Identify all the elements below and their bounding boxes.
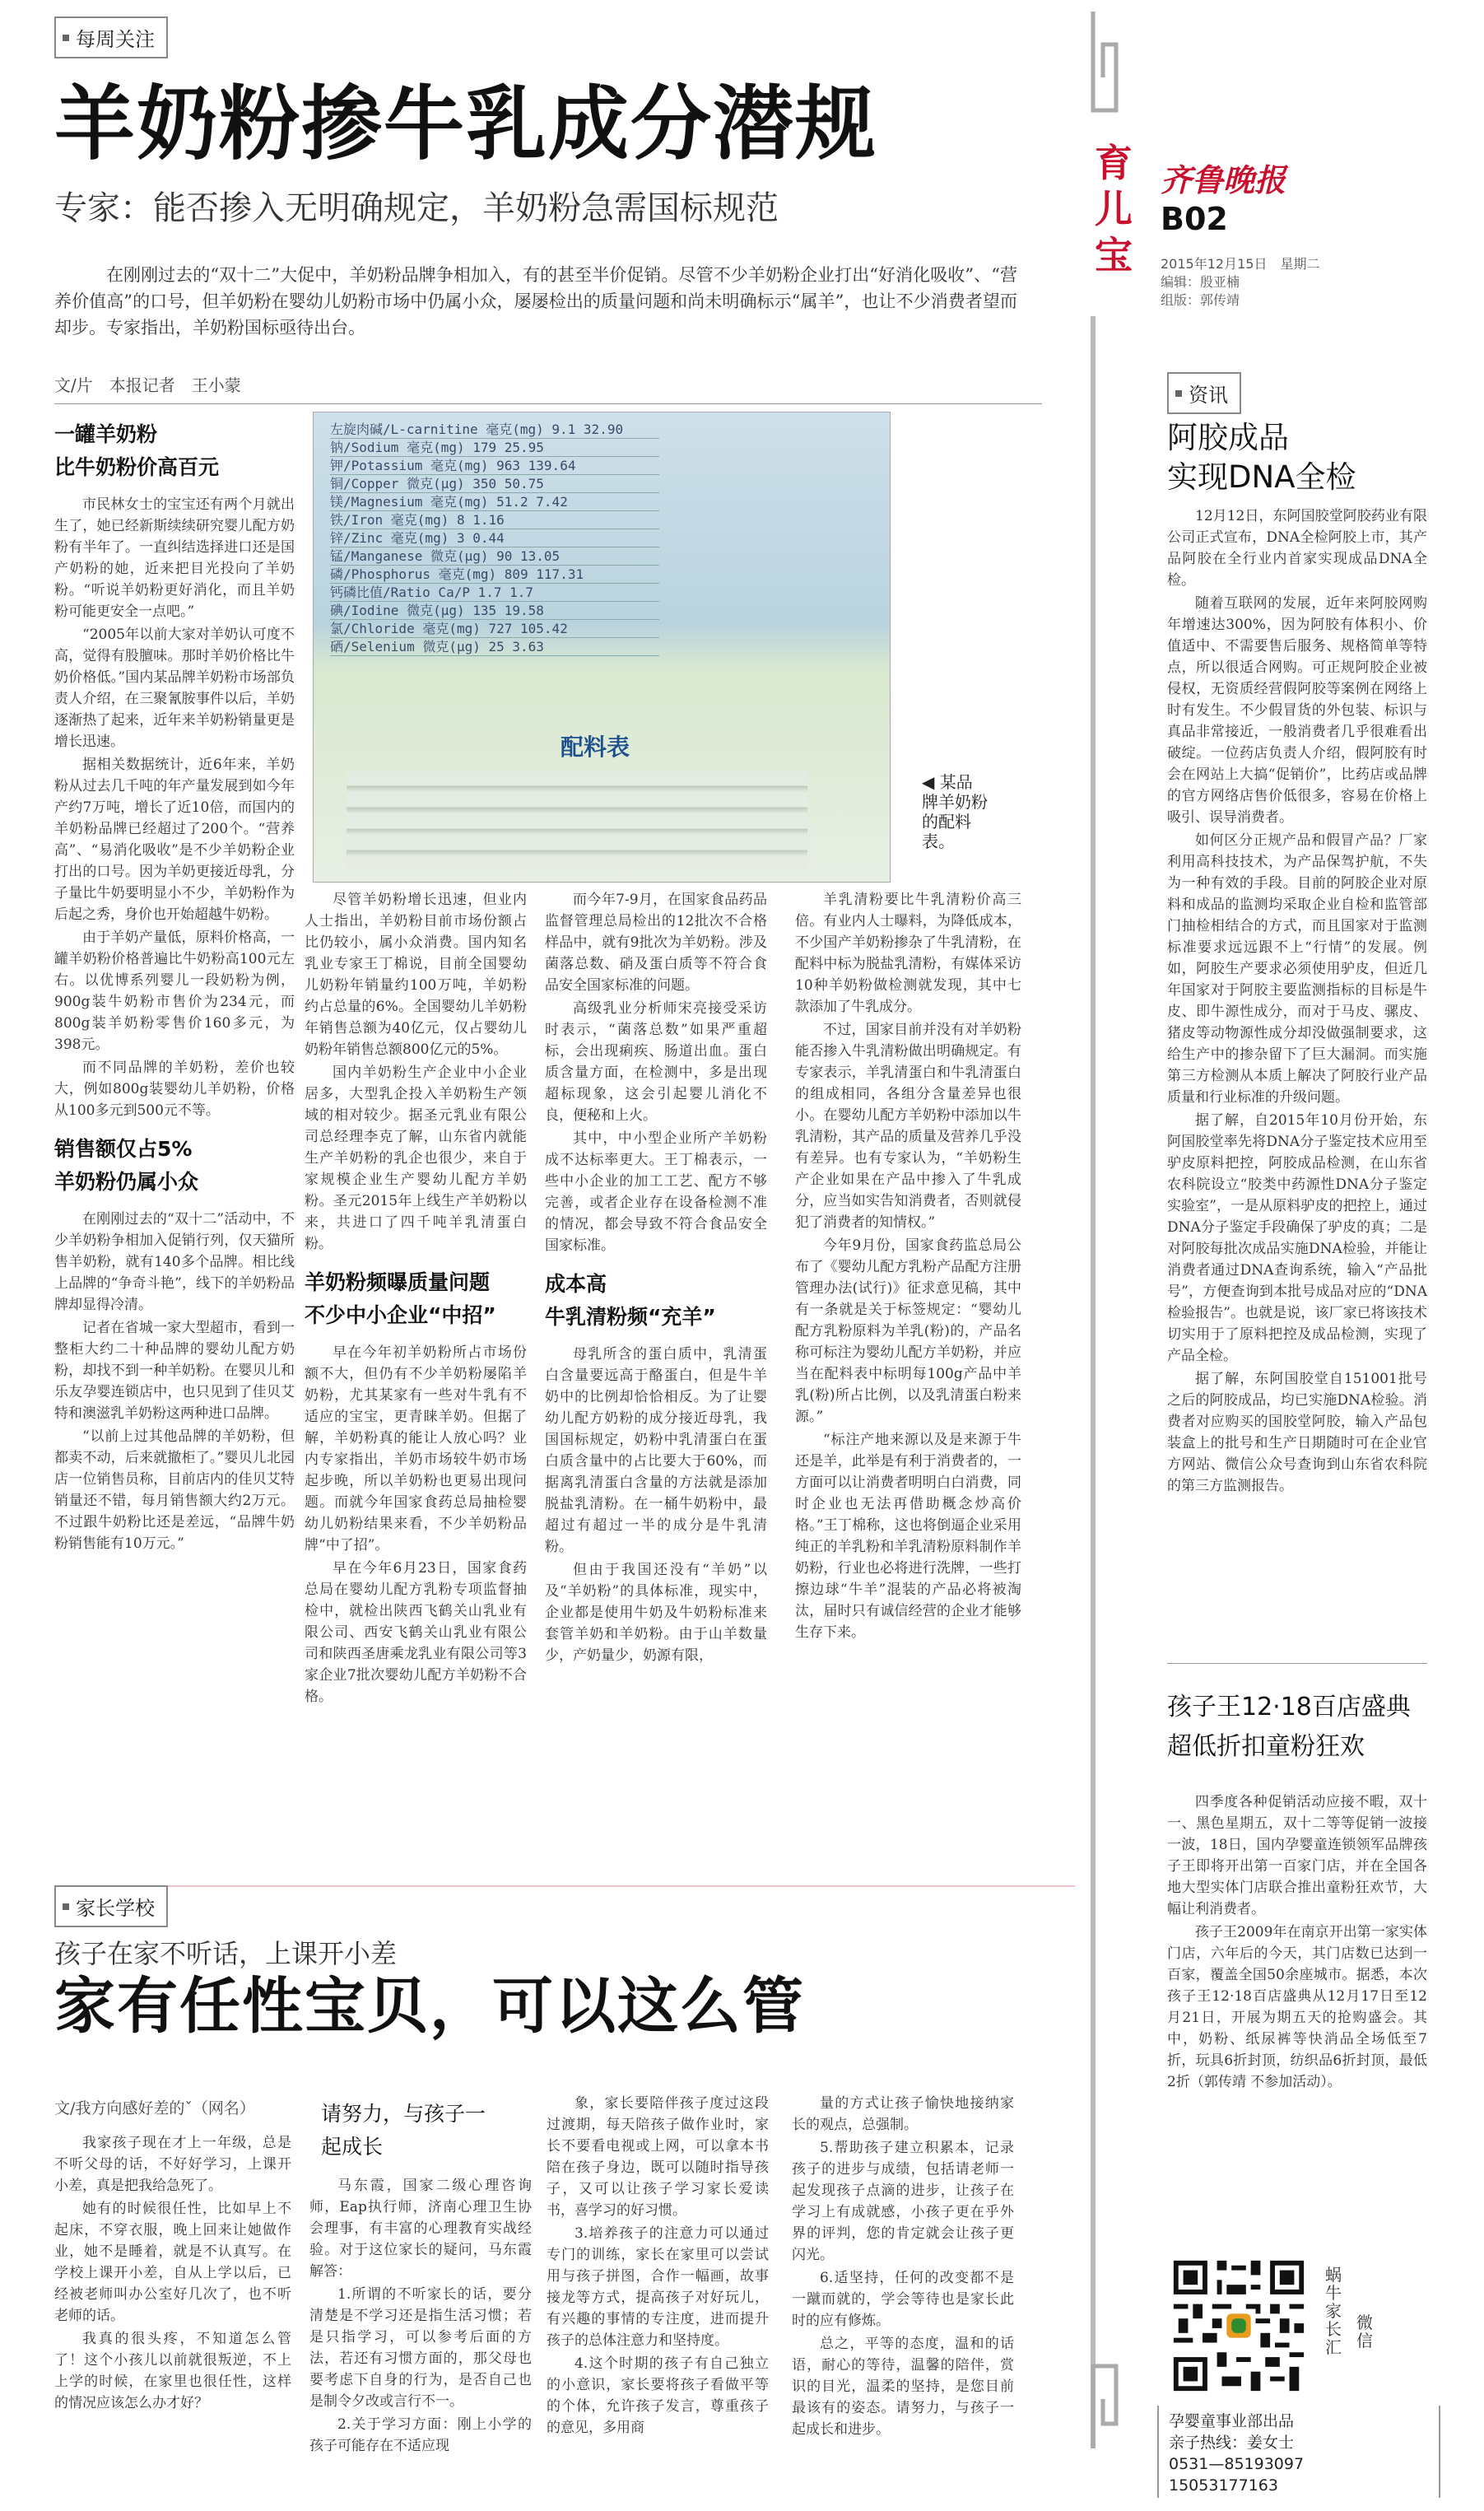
- headline-line: 超低折扣童粉狂欢: [1167, 1732, 1365, 1761]
- bottom-column-2: [309, 2175, 532, 2458]
- bottom-column-3: [547, 2093, 769, 2440]
- divider: [54, 403, 1042, 404]
- paragraph: 早在今年6月23日，国家食药总局在婴幼儿配方乳粉专项监督抽检中，就检出陕西飞鹤关山乳业有限公司、西安飞鹤关山乳业有限公司和陕西圣唐乘龙乳业有限公司等3家企业7批次婴幼儿配方羊奶粉不合格。: [305, 1560, 527, 1705]
- nutrition-table: [330, 421, 659, 656]
- paragraph: 我家孩子现在才上一年级，总是不听父母的话，不好好学习，上课开小差，真是把我给急死了。: [54, 2135, 291, 2194]
- section-title: 比牛奶粉价高百元: [54, 455, 220, 479]
- layout-editor: 组版：郭传靖: [1161, 292, 1240, 308]
- table-row: 铜/Copper 微克(μg) 350 50.75: [330, 475, 659, 493]
- section-title: 羊奶粉仍属小众: [54, 1170, 199, 1194]
- bottom-kicker: 孩子在家不听话，上课开小差: [54, 1938, 398, 1969]
- paragraph: 高级乳业分析师宋亮接受采访时表示，“菌落总数”如果严重超标，会出现痢疾、肠道出血。蛋白质含量方面，在检测中，多是出现超标现象，这会引起婴儿消化不良，便秘和上火。: [545, 1000, 767, 1124]
- paragraph: 记者在省城一家大型超市，看到一整柜大约二十种品牌的婴幼儿配方奶粉，却找不到一种羊奶粉。在婴贝儿和乐友孕婴连锁店中，也只见到了佳贝艾特和澳滋乳羊奶粉这两种进口品牌。: [54, 1320, 295, 1422]
- byline: 文/片 本报记者 王小蒙: [54, 375, 241, 395]
- table-row: 硒/Selenium 微克(μg) 25 3.63: [330, 638, 659, 656]
- section-title: 不少中小企业“中招”: [305, 1303, 496, 1327]
- main-subheadline: 专家：能否掺入无明确规定，羊奶粉急需国标规范: [54, 189, 779, 227]
- headline-line: 孩子王12·18百店盛典: [1167, 1693, 1411, 1721]
- section-title: 起成长: [321, 2135, 384, 2159]
- paragraph: 其中，中小型企业所产羊奶粉成不达标率更大。王丁棉表示，一些中小企业的加工工艺、配方不够完善，或者企业存在设备检测不准的情况，都会导致不符合食品安全国家标准。: [545, 1130, 767, 1254]
- bottom-section-title: [321, 2098, 486, 2164]
- paragraph: “以前上过其他品牌的羊奶粉，但都卖不动，后来就撤柜了。”婴贝儿北园店一位销售员称，目前店内的佳贝艾特销量还不错，每月销售额大约2万元。不过跟牛奶粉比还是差远，“品牌牛奶粉销售能有10万元。”: [54, 1428, 295, 1552]
- paragraph: 据相关数据统计，近6年来，羊奶粉从过去几千吨的年产量发展到如今年产约7万吨，增长了近10倍，而国内的羊奶粉品牌已经超过了200个。“营养高”、“易消化吸收”是不少羊奶粉企业打出的口号。因为羊奶更接近母乳，分子量比牛奶要明显小不少，羊奶粉作为后起之秀，身价也开始超越牛奶粉。: [54, 757, 295, 923]
- paragraph: 孩子王2009年在南京开出第一家实体门店，六年后的今天，其门店数已达到一百家，覆盖全国50余座城市。据悉，本次孩子王12·18百店盛典从12月17日至12月21日，开展为期五天的抢购盛会。其中，奶粉、纸尿裤等快消品全场低至7折，玩具6折封顶，纺织品6折封顶，最低2折（郭传靖 不参加活动）。: [1167, 1924, 1427, 2090]
- footer-phone: 15053177163: [1169, 2476, 1278, 2495]
- sidebar-headline-2: [1167, 1688, 1411, 1767]
- footer-phone: 0531—85193097: [1169, 2455, 1305, 2473]
- bottom-byline: 文/我方向感好差的ˇ（网名）: [54, 2099, 255, 2117]
- paragraph: 但由于我国还没有“羊奶”以及“羊奶粉”的具体标准，现实中，企业都是使用牛奶及牛奶粉标准来套管羊奶和羊奶粉。由于山羊数量少，产奶量少，奶源有限，: [545, 1562, 767, 1664]
- paragraph: 象，家长要陪伴孩子度过这段过渡期，每天陪孩子做作业时，家长不要看电视或上网，可以拿本书陪在孩子身边，既可以随时指导孩子，又可以让孩子学习家长爱读书，喜学习的好习惯。: [547, 2095, 769, 2219]
- paragraph: 国内羊奶粉生产企业中小企业居多，大型乳企投入羊奶粉生产领域的相对较少。据圣元乳业有限公司总经理李克了解，山东省内就能生产羊奶粉的乳企也很少，来自于家规模企业生产婴幼儿配方羊奶粉。圣元2015年上线生产羊奶粉以来，共进口了四千吨羊乳清蛋白粉。: [305, 1064, 527, 1252]
- bottom-column-1: [54, 2132, 291, 2415]
- headline-line: 阿胶成品: [1167, 420, 1289, 455]
- sidebar-story-2: [1167, 1791, 1427, 2094]
- paragraph: 5.帮助孩子建立积累本，记录孩子的进步与成绩，包括请老师一起发现孩子点滴的进步，让孩子在学习上有成就感，小孩子更在乎外界的评判，您的肯定就会让孩子更闪光。: [792, 2140, 1014, 2263]
- bottom-column-tag: 家长学校: [54, 1885, 168, 1927]
- table-row: 氯/Chloride 毫克(mg) 727 105.42: [330, 620, 659, 638]
- table-row: 铁/Iron 毫克(mg) 8 1.16: [330, 511, 659, 529]
- section-divider: [54, 1885, 1075, 1887]
- main-column-1: [54, 418, 295, 1556]
- paragraph: “2005年以前大家对羊奶认可度不高，觉得有股膻味。那时羊奶价格比牛奶价格低。”国内某品牌羊奶粉市场部负责人介绍，在三聚氰胺事件以后，羊奶逐渐热了起来，近年来羊奶粉销量更是增长迅速。: [54, 627, 295, 750]
- table-row: 碘/Iodine 微克(μg) 135 19.58: [330, 602, 659, 620]
- paragraph: “标注产地来源以及是来源于牛还是羊，此举是有利于消费者的，一方面可以让消费者明明白白消费，同时企业也无法再借助概念炒高价格。”王丁棉称，这也将倒逼企业采用纯正的羊乳粉和羊乳清粉原料制作羊奶粉，行业也必将进行洗牌，一些打擦边球“牛羊”混装的产品必将被淘汰，届时只有诚信经营的企业才能够生存下来。: [795, 1432, 1021, 1641]
- table-row: 磷/Phosphorus 毫克(mg) 809 117.31: [330, 566, 659, 584]
- photo-caption: ◀ 某品牌羊奶粉的配料表。: [922, 772, 988, 851]
- page-number: B02: [1161, 201, 1228, 237]
- paragraph: 今年9月份，国家食药监总局公布了《婴幼儿配方乳粉产品配方注册管理办法(试行)》征求意见稿，其中有一条就是关于标签规定：“婴幼儿配方乳粉原料为羊乳(粉)的，产品名称可标注为婴幼儿配方羊奶粉，并应当在配料表中标明每100g产品中羊乳(粉)所占比例，以及乳清蛋白粉来源。”: [795, 1237, 1021, 1425]
- sidebar-story-1: [1167, 505, 1427, 1498]
- section-title: 销售额仅占5%: [54, 1137, 193, 1161]
- bottom-headline: 家有任性宝贝，可以这么管: [54, 1971, 805, 2042]
- paragraph: 如何区分正规产品和假冒产品？厂家利用高科技技术，为产品保驾护航，不失为一种有效的手段。目前的阿胶企业对原料和成品的监测均采取企业自检和监管部门抽检相结合的方式，而且国家对于监测标准要求远远跟不上“行情”的发展。例如，阿胶生产要求必须使用驴皮，但近几年国家对于阿胶主要监测指标的目标是牛皮、即牛源性成分，而对于马皮、骡皮、猪皮等动物源性成分却没做强制要求，这给生产中的掺杂留下了巨大漏洞。而实施第三方检测从本质上解决了阿胶行业产品质量和行业标准的升级问题。: [1167, 832, 1427, 1106]
- section-title: 牛乳清粉频“充羊”: [545, 1305, 716, 1329]
- paper-logo: 齐鲁晚报: [1161, 161, 1286, 198]
- decorative-border: [1088, 12, 1121, 2448]
- section-title: 羊奶粉频曝质量问题: [305, 1270, 491, 1294]
- paragraph: 早在今年初羊奶粉所占市场份额不大，但仍有不少羊奶粉屡陷羊奶粉，尤其某家有一些对牛乳有不适应的宝宝，更青睐羊奶。但据了解，羊奶粉真的能让人放心吗？业内专家指出，羊奶市场较牛奶市场起步晚，所以羊奶粉也更易出现问题。而就今年国家食药总局抽检婴幼儿奶粉结果来看，不少羊奶粉品牌“中了招”。: [305, 1344, 527, 1554]
- paragraph: 我真的很头疼，不知道怎么管了！这个小孩儿以前就很叛逆，不上上学的时候，在家里也很任性，这样的情况应该怎么办才好？: [54, 2331, 291, 2411]
- ingredient-text-block: [347, 771, 807, 869]
- paragraph: 马东霞，国家二级心理咨询师，Eap执行师，济南心理卫生协会理事，有丰富的心理教育实战经验。对于这位家长的疑问，马东霞解答：: [309, 2178, 532, 2280]
- paragraph: 4.这个时期的孩子有自己独立的小意识，家长要将孩子看做平等的个体，允许孩子发言，尊重孩子的意见，多用商: [547, 2355, 769, 2436]
- bottom-column-4: [792, 2093, 1014, 2442]
- paragraph: 随着互联网的发展，近年来阿胶网购年增速达300%，因为阿胶有体积小、价值适中、不需要售后服务、规格简单等特点，所以很适合网购。可正规阿胶企业被侵权，无资质经营假阿胶等案例在网络上时有发生。不少假冒货的外包装、标识与真品非常接近，一般消费者几乎很难看出破绽。一位药店负责人介绍，假阿胶有时会在网站上大搞“促销价”，比药店或品牌的官方网络店售价低很多，容易在价格上吸引、误导消费者。: [1167, 595, 1427, 826]
- qr-sublabel: 微信: [1356, 2313, 1373, 2350]
- column-tag: 每周关注: [54, 16, 168, 58]
- main-column-4: [795, 889, 1021, 1645]
- paragraph: 1.所谓的不听家长的话，要分清楚是不学习还是指生活习惯；若是只指学习，可以参考后面的方法，若还有习惯方面的，那父母也要考虑下自身的行为，是否自己也是制令夕改或言行不一。: [309, 2286, 532, 2410]
- paragraph: 不过，国家目前并没有对羊奶粉能否掺入牛乳清粉做出明确规定。有专家表示，羊乳清蛋白和牛乳清蛋白的组成相同，各组分含量差异也很小。在婴幼儿配方羊奶粉中添加以牛乳清粉，其产品的质量及营养几乎没有差异。也有专家认为，“羊奶粉生产企业如果在产品中掺入了牛乳成分，应当如实告知消费者，否则就侵犯了消费者的知情权。”: [795, 1022, 1021, 1231]
- main-column-3: [545, 889, 767, 1668]
- section-name: 育儿宝: [1095, 141, 1133, 277]
- table-row: 钠/Sodium 毫克(mg) 179 25.95: [330, 439, 659, 457]
- editor: 编辑：殷亚楠: [1161, 274, 1240, 290]
- paragraph: 羊乳清粉要比牛乳清粉价高三倍。有业内人士曝料，为降低成本，不少国产羊奶粉掺杂了牛乳清粉，在配料中标为脱盐乳清粉，有媒体采访10种羊奶粉做检测就发现，其中七款添加了牛乳成分。: [795, 892, 1021, 1015]
- paragraph: 12月12日，东阿国胶堂阿胶药业有限公司正式宣布，DNA全检阿胶上市，其产品阿胶在全行业内首家实现成品DNA全检。: [1167, 508, 1427, 589]
- table-row: 左旋肉碱/L-carnitine 毫克(mg) 9.1 32.90: [330, 421, 659, 439]
- headline-line: 实现DNA全检: [1167, 459, 1356, 495]
- qr-code[interactable]: [1169, 2256, 1309, 2396]
- paragraph: 母乳所含的蛋白质中，乳清蛋白含量要远高于酪蛋白，但是牛羊奶中的比例却恰恰相反。为了让婴幼儿配方奶粉的成分接近母乳，我国国标规定，奶粉中乳清蛋白在蛋白质含量中的占比要大于60%，而据离乳清蛋白含量的方法就是添加脱盐乳清粉。在一桶牛奶粉中，最超过有超过一半的成分是牛乳清粉。: [545, 1346, 767, 1555]
- footer-line: 亲子热线：姜女士: [1169, 2434, 1295, 2452]
- paragraph: 尽管羊奶粉增长迅速，但业内人士指出，羊奶粉目前市场份额占比仍较小，属小众消费。国内知名乳业专家王丁棉说，目前全国婴幼儿奶粉年销量约100万吨，羊奶粉约占总量的6%。全国婴幼儿羊奶粉年销售总额为40亿元，仅占婴幼儿奶粉年销售总额800亿元的5%。: [305, 892, 527, 1058]
- photo-title: 配料表: [561, 734, 630, 761]
- contact-box: [1157, 2406, 1440, 2498]
- paragraph: 3.培养孩子的注意力可以通过专门的训练，家长在家里可以尝试用与孩子拼图，合作一幅画，故事接龙等方式，提高孩子对好玩儿，有兴趣的事情的专注度，进而提升孩子的总体注意力和坚持度。: [547, 2225, 769, 2349]
- table-row: 钾/Potassium 毫克(mg) 963 139.64: [330, 457, 659, 475]
- qr-label: 蜗牛家长汇: [1325, 2265, 1342, 2357]
- footer-line: 孕婴童事业部出品: [1169, 2412, 1295, 2430]
- paragraph: 她有的时候很任性，比如早上不起床，不穿衣服，晚上回来让她做作业，她不是睡着，就是不认真写。在学校上课开小差，自从上学以后，已经被老师叫办公室好几次了，也不听老师的话。: [54, 2201, 291, 2324]
- section-title: 成本高: [545, 1272, 607, 1296]
- paragraph: 据了解，自2015年10月份开始，东阿国胶堂率先将DNA分子鉴定技术应用至驴皮原料把控，阿胶成品检测，在山东省农科院设立“胶类中药源性DNA分子鉴定实验室”，一是从原料驴皮的把控上，通过DNA分子鉴定手段确保了驴皮的真；二是对阿胶每批次成品实施DNA检验，并能让消费者通过DNA查询系统，输入“产品批号”，方便查询到本批号成品对应的“DNA检验报告”。也就是说，该厂家已将该技术切实用于了原料把控及成品检测，实现了产品全检。: [1167, 1112, 1427, 1364]
- divider: [1167, 1663, 1427, 1664]
- section-title: 一罐羊奶粉: [54, 422, 158, 446]
- lead-paragraph: 在刚刚过去的“双十二”大促中，羊奶粉品牌争相加入，有的甚至半价促销。尽管不少羊奶粉企业打出“好消化吸收”、“营养价值高”的口号，但羊奶粉在婴幼儿奶粉市场中仍属小众，屡屡检出的质量问题和尚未明确标示“属羊”，也让不少消费者望而却步。专家指出，羊奶粉国标亟待出台。: [54, 265, 1017, 338]
- paragraph: 市民林女士的宝宝还有两个月就出生了，她已经新斯续续研究婴儿配方奶粉有半年了。一直纠结选择进口还是国产奶粉的她，近来把目光投向了羊奶粉。“听说羊奶粉更好消化，而且羊奶粉可能更安全一点吧。”: [54, 496, 295, 620]
- issue-date: 2015年12月15日 星期二: [1161, 256, 1320, 272]
- paragraph: 四季度各种促销活动应接不暇，双十一、黑色星期五，双十二等等促销一波接一波，18日，国内孕婴童连锁领军品牌孩子王即将开出第一百家门店，并在全国各地大型实体门店联合推出童粉狂欢节，大幅让利消费者。: [1167, 1794, 1427, 1917]
- table-row: 锰/Manganese 微克(μg) 90 13.05: [330, 547, 659, 566]
- paragraph: 总之，平等的态度，温和的话语，耐心的等待，温馨的陪伴，赏识的目光，温柔的坚持，是您目前最该有的姿态。请努力，与孩子一起成长和进步。: [792, 2336, 1014, 2438]
- ingredient-photo: [313, 412, 891, 883]
- main-headline: 羊奶粉掺牛乳成分潜规: [54, 77, 878, 171]
- table-row: 锌/Zinc 毫克(mg) 3 0.44: [330, 529, 659, 547]
- sidebar-tag: 资讯: [1167, 372, 1241, 414]
- sidebar-headline-1: [1167, 418, 1356, 497]
- paragraph: 而不同品牌的羊奶粉，差价也较大，例如800g装婴幼儿羊奶粉，价格从100多元到500元不等。: [54, 1060, 295, 1119]
- paragraph: 2.关于学习方面：刚上小学的孩子可能存在不适应现: [309, 2416, 532, 2454]
- paragraph: 由于羊奶产量低，原料价格高，一罐羊奶粉价格普遍比牛奶粉高100元左右。以优博系列婴儿一段奶粉为例，900g装牛奶粉市售价为234元，而800g装羊奶粉零售价160多元，为398元。: [54, 929, 295, 1053]
- paragraph: 而今年7-9月，在国家食品药品监督管理总局检出的12批次不合格样品中，就有9批次为羊奶粉。涉及菌落总数、硝及蛋白质等不符合食品安全国家标准的问题。: [545, 892, 767, 994]
- page-meta: [1161, 255, 1319, 310]
- paragraph: 量的方式让孩子愉快地接纳家长的观点，总强制。: [792, 2095, 1014, 2133]
- table-row: 钙磷比值/Ratio Ca/P 1.7 1.7: [330, 584, 659, 602]
- paragraph: 6.适坚持，任何的改变都不是一蹴而就的，学会等待也是家长此时的应有修炼。: [792, 2270, 1014, 2329]
- main-column-2: [305, 889, 527, 1709]
- paragraph: 在刚刚过去的“双十二”活动中，不少羊奶粉争相加入促销行列，仅天猫所售羊奶粉，就有140多个品牌。相比线上品牌的“争奇斗艳”，线下的羊奶粉品牌却显得冷清。: [54, 1211, 295, 1313]
- section-title: 请努力，与孩子一: [321, 2102, 486, 2126]
- paragraph: 据了解，东阿国胶堂自151001批号之后的阿胶成品，均已实施DNA检验。消费者对应购买的国胶堂阿胶，输入产品包装盒上的批号和生产日期随时可在企业官方网站、微信公众号查询到山东省农科院的第三方监测报告。: [1167, 1371, 1427, 1494]
- table-row: 镁/Magnesium 毫克(mg) 51.2 7.42: [330, 493, 659, 511]
